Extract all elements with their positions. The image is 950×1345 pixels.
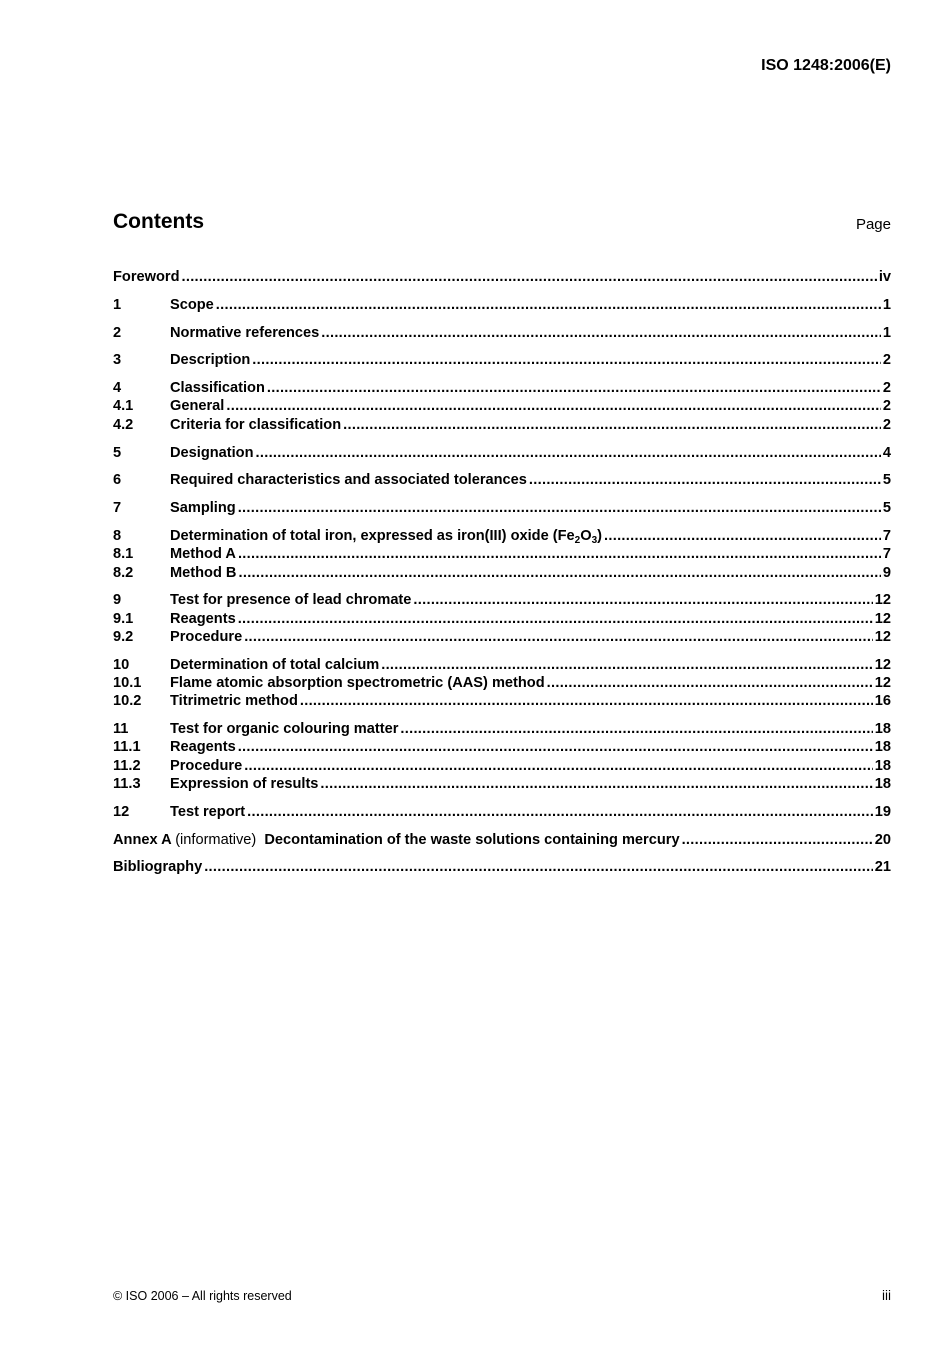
leader-dots: [216, 297, 881, 313]
contents-title-row: [113, 210, 891, 240]
toc-entry-9-2[interactable]: [113, 629, 891, 647]
toc-entry-annex-a[interactable]: [113, 832, 891, 850]
toc-page: 12: [874, 610, 891, 627]
toc-entry-10[interactable]: [113, 657, 891, 675]
leader-dots: [244, 758, 873, 774]
toc-page: 5: [882, 500, 891, 517]
toc-title: Method B: [170, 564, 237, 581]
leader-dots: [252, 352, 881, 368]
toc-page: 16: [874, 693, 891, 710]
toc-entry-2[interactable]: [113, 325, 891, 343]
annex-kind: (informative): [175, 831, 257, 848]
toc-number: 2: [113, 324, 122, 341]
subscript-3: 3: [591, 534, 598, 546]
toc-title: [170, 528, 602, 544]
toc-page: 20: [874, 831, 891, 848]
toc-title: Titrimetric method: [170, 693, 298, 710]
leader-dots: [400, 721, 872, 737]
toc-title: Criteria for classification: [170, 416, 342, 433]
toc-entry-10-1[interactable]: [113, 675, 891, 693]
toc-number: 4.1: [113, 398, 134, 415]
toc-page: 2: [882, 416, 891, 433]
leader-dots: [238, 546, 881, 562]
toc-title: Scope: [170, 296, 214, 313]
page-title: Contents: [113, 210, 204, 233]
toc-page: 18: [874, 757, 891, 774]
toc-number: 10.1: [113, 675, 142, 692]
leader-dots: [529, 472, 881, 488]
toc-page: iv: [878, 269, 891, 285]
toc-page: 2: [882, 398, 891, 415]
toc-page: 2: [882, 380, 891, 397]
toc-entry-8[interactable]: [113, 528, 891, 546]
toc-number: 6: [113, 472, 122, 489]
leader-dots: [256, 445, 881, 461]
toc-title: Bibliography: [113, 859, 203, 876]
toc-page: 18: [874, 776, 891, 793]
toc-entry-8-1[interactable]: [113, 546, 891, 564]
leader-dots: [320, 776, 872, 792]
toc-entry-9-1[interactable]: [113, 611, 891, 629]
toc-title: Normative references: [170, 324, 320, 341]
leader-dots: [547, 675, 873, 691]
toc-title-mid: O: [580, 527, 592, 544]
toc-title-prefix: Determination of total iron, expressed as iron(III) oxide (Fe: [170, 527, 575, 544]
toc-page: 7: [882, 527, 891, 544]
toc-page: 1: [882, 296, 891, 313]
leader-dots: [267, 380, 881, 396]
document-id: ISO 1248:2006(E): [761, 57, 891, 74]
toc-page: 4: [882, 444, 891, 461]
table-of-contents: [113, 269, 891, 878]
page-number: iii: [882, 1288, 891, 1303]
toc-entry-bibliography[interactable]: [113, 859, 891, 877]
toc-entry-11-2[interactable]: [113, 758, 891, 776]
toc-title: Method A: [170, 546, 236, 563]
toc-title: Foreword: [113, 269, 180, 285]
toc-number: 4.2: [113, 416, 134, 433]
toc-number: 9: [113, 592, 122, 609]
leader-dots: [247, 804, 873, 820]
toc-page: 21: [874, 859, 891, 876]
toc-title: Test for presence of lead chromate: [170, 592, 412, 609]
toc-title: Procedure: [170, 757, 243, 774]
leader-dots: [181, 269, 876, 285]
leader-dots: [204, 859, 873, 875]
toc-title: Procedure: [170, 628, 243, 645]
toc-title: Reagents: [170, 610, 236, 627]
toc-number: 11.2: [113, 757, 141, 774]
leader-dots: [238, 500, 881, 516]
toc-title-suffix: ): [597, 527, 603, 544]
toc-title: [113, 832, 680, 848]
toc-page: 18: [874, 739, 891, 756]
toc-entry-10-2[interactable]: [113, 693, 891, 711]
toc-number: 8: [113, 527, 122, 544]
page-column-label: Page: [855, 216, 891, 233]
toc-entry-11-1[interactable]: [113, 739, 891, 757]
toc-number: 4: [113, 380, 122, 397]
toc-title: Required characteristics and associated tolerances: [170, 472, 527, 489]
toc-entry-9[interactable]: [113, 592, 891, 610]
toc-entry-4-1[interactable]: [113, 398, 891, 416]
toc-page: 9: [882, 564, 891, 581]
toc-entry-5[interactable]: [113, 445, 891, 463]
toc-number: 10.2: [113, 693, 142, 710]
leader-dots: [343, 417, 881, 433]
toc-title: Designation: [170, 444, 254, 461]
toc-entry-4-2[interactable]: [113, 417, 891, 435]
copyright-notice: © ISO 2006 – All rights reserved: [113, 1289, 292, 1303]
toc-page: 18: [874, 721, 891, 738]
leader-dots: [682, 832, 873, 848]
leader-dots: [244, 629, 873, 645]
toc-page: 12: [874, 628, 891, 645]
toc-number: 9.1: [113, 610, 134, 627]
annex-label: Annex A: [113, 831, 172, 848]
toc-title: Classification: [170, 380, 265, 397]
leader-dots: [226, 398, 881, 414]
toc-page: 2: [882, 352, 891, 369]
toc-number: 8.1: [113, 546, 134, 563]
toc-title: Sampling: [170, 500, 236, 517]
toc-entry-11-3[interactable]: [113, 776, 891, 794]
toc-page: 5: [882, 472, 891, 489]
toc-number: 3: [113, 352, 122, 369]
toc-page: 12: [874, 592, 891, 609]
leader-dots: [321, 325, 881, 341]
leader-dots: [413, 592, 872, 608]
toc-page: 7: [882, 546, 891, 563]
toc-number: 1: [113, 296, 122, 313]
toc-title: Reagents: [170, 739, 236, 756]
toc-entry-foreword[interactable]: [113, 269, 891, 287]
leader-dots: [238, 611, 873, 627]
toc-entry-3[interactable]: [113, 352, 891, 370]
toc-number: 12: [113, 803, 130, 820]
toc-number: 11.3: [113, 776, 141, 793]
toc-page: 12: [874, 656, 891, 673]
toc-title: General: [170, 398, 225, 415]
toc-number: 11: [113, 721, 129, 738]
toc-title: Description: [170, 352, 251, 369]
toc-number: 11.1: [113, 739, 141, 756]
toc-page: 1: [882, 324, 891, 341]
leader-dots: [238, 565, 880, 581]
toc-page: 12: [874, 675, 891, 692]
toc-entry-11[interactable]: [113, 721, 891, 739]
subscript-2: 2: [574, 534, 581, 546]
toc-entry-8-2[interactable]: [113, 565, 891, 583]
toc-entry-12[interactable]: [113, 804, 891, 822]
leader-dots: [381, 657, 873, 673]
toc-entry-4[interactable]: [113, 380, 891, 398]
toc-entry-6[interactable]: [113, 472, 891, 490]
toc-title: Test for organic colouring matter: [170, 721, 399, 738]
toc-page: 19: [874, 803, 891, 820]
leader-dots: [604, 528, 881, 544]
toc-number: 8.2: [113, 564, 134, 581]
leader-dots: [238, 739, 873, 755]
toc-number: 5: [113, 444, 122, 461]
annex-title: Decontamination of the waste solutions containing mercury: [264, 831, 680, 848]
toc-title: Test report: [170, 803, 246, 820]
toc-entry-7[interactable]: [113, 500, 891, 518]
toc-title: Expression of results: [170, 776, 319, 793]
toc-entry-1[interactable]: [113, 297, 891, 315]
toc-number: 7: [113, 500, 122, 517]
leader-dots: [300, 693, 873, 709]
toc-title: Determination of total calcium: [170, 656, 380, 673]
toc-title: Flame atomic absorption spectrometric (AAS) method: [170, 675, 545, 692]
toc-number: 10: [113, 656, 130, 673]
toc-number: 9.2: [113, 628, 134, 645]
